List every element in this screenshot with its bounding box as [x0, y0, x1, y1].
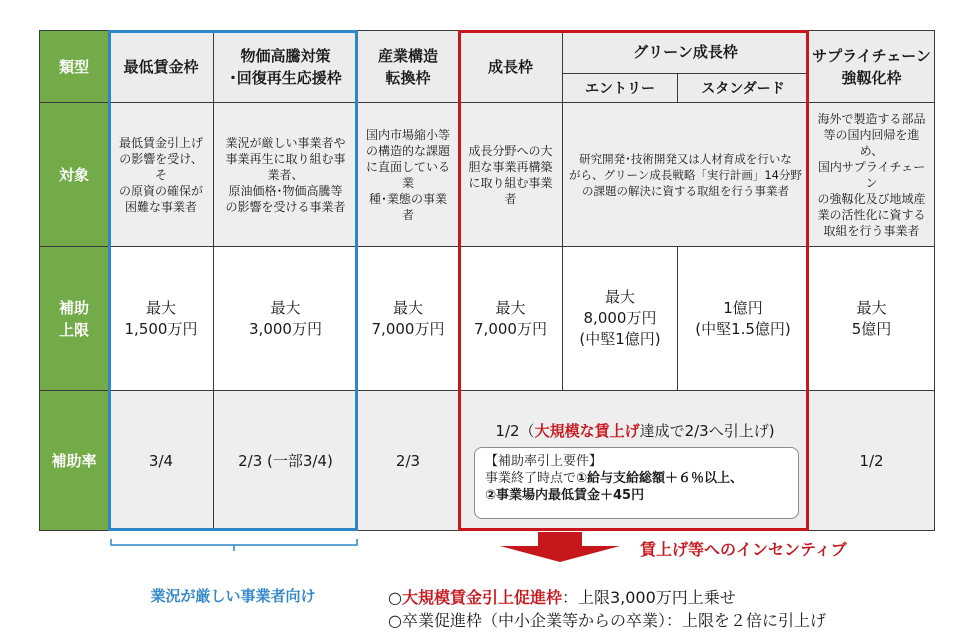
limit-text-line: 1億円: [723, 298, 763, 317]
requirement-wage-total: ①給与支給総額＋６％以上、: [576, 471, 744, 486]
severe-business-frame: [108, 30, 358, 531]
note-wage-promotion-detail: ：上限3,000万円上乗せ: [561, 588, 736, 607]
limit-text-line: 最大: [856, 298, 887, 317]
limit-text-line: 最大: [270, 298, 301, 317]
target-text-line: の課題の解決に資する取組を行う事業者: [582, 183, 789, 198]
header-price-surge-line2: ･回復再生応援枠: [229, 68, 342, 87]
header-green-growth: グリーン成長枠: [562, 30, 809, 74]
target-text-line: の影響を受け、そ: [119, 151, 203, 182]
target-text-line: 胆な事業再構築: [468, 159, 553, 174]
note-wage-promotion-name: 大規模賃金引上促進枠: [401, 588, 562, 607]
target-text-line: 国内市場縮小等: [365, 127, 450, 142]
limit-supply-chain: [808, 246, 935, 391]
limit-text-line: (中堅1億円): [579, 330, 661, 348]
target-supply-chain: [808, 102, 935, 247]
requirement-line2-prefix: 事業終了時点で: [485, 471, 577, 486]
row-label-limit-line1: 補助: [58, 298, 89, 317]
header-supply-line2: 強靱化枠: [841, 68, 902, 87]
growth-rate-text: [470, 420, 800, 441]
target-text-line: 者: [401, 207, 414, 222]
note-bullet: ○: [388, 588, 402, 607]
incentive-label: 賃上げ等へのインセンティブ: [640, 540, 847, 559]
rate-min-wage: 3/4: [108, 390, 214, 531]
header-price-surge-line1: 物価高騰対策: [240, 46, 331, 65]
limit-text-line: 最大: [392, 298, 423, 317]
rate-industry-conversion: 2/3: [357, 390, 459, 531]
target-text-line: 種･業態の事業: [368, 191, 447, 206]
severe-business-label: 業況が厳しい事業者向け: [150, 587, 316, 605]
target-text-line: 研究開発･技術開発又は人材育成を行いな: [579, 151, 792, 166]
header-green-entry: エントリー: [562, 73, 678, 103]
target-text-line: 等の国内回帰を進め、: [823, 127, 920, 158]
target-text-line: の影響を受ける事業者: [225, 199, 346, 214]
target-text-line: 事業再生に取り組む事: [225, 151, 346, 166]
growth-rate-prefix: 1/2（: [495, 422, 535, 440]
row-label-target: 対象: [39, 102, 109, 247]
header-supply-chain: [808, 30, 935, 103]
rate-requirement-box: [474, 447, 799, 519]
down-arrow-icon: [500, 532, 620, 562]
requirement-line3: [485, 487, 788, 504]
limit-text-line: (中堅1.5億円): [695, 319, 791, 338]
target-text-line: 最低賃金引上げ: [118, 135, 203, 150]
header-supply-line1: サプライチェーン: [812, 46, 931, 65]
limit-text-line: 5億円: [851, 319, 892, 338]
header-min-wage: 最低賃金枠: [108, 30, 214, 103]
target-text-line: 者: [504, 191, 517, 206]
row-label-rate: 補助率: [39, 390, 109, 531]
limit-text-line: 7,000万円: [474, 319, 547, 338]
rate-price-surge: 2/3 (一部3/4): [213, 390, 358, 531]
target-text-line: 原油価格･物価高騰等: [228, 183, 343, 198]
target-text-line: 業者、: [267, 167, 304, 182]
target-text-line: の構造的な課題: [365, 143, 450, 158]
target-text-line: 海外で製造する部品: [817, 111, 926, 126]
target-text-line: の原資の確保が: [118, 183, 203, 198]
target-text-line: 取組を行う事業者: [823, 223, 920, 238]
header-growth: 成長枠: [458, 30, 563, 103]
header-industry-conversion: [357, 30, 459, 103]
growth-rate-emphasis: 大規模な賃上げ: [534, 422, 640, 440]
target-text-line: に直面している業: [365, 159, 450, 190]
limit-industry-conversion: [357, 246, 459, 391]
target-text-line: がら、グリーン成長戦略「実行計画」14分野: [569, 167, 802, 182]
requirement-title: 【補助率引上要件】: [485, 454, 603, 469]
requirement-min-wage: ②事業場内最低賃金＋45円: [485, 488, 645, 503]
target-text-line: 業の活性化に資する: [817, 207, 926, 222]
limit-text-line: 最大: [145, 298, 176, 317]
bonus-notes: [388, 586, 826, 632]
header-industry-line1: 産業構造: [377, 46, 438, 65]
rate-supply-chain: 1/2: [808, 390, 935, 531]
limit-text-line: 最大: [604, 288, 635, 306]
growth-rate-suffix: 達成で2/3へ引上げ): [639, 422, 775, 440]
row-label-limit-line2: 上限: [58, 320, 89, 339]
header-green-standard: スタンダード: [677, 73, 809, 103]
target-industry-conversion: [357, 102, 459, 247]
limit-text-line: 最大: [495, 298, 526, 317]
limit-text-line: 1,500万円: [124, 319, 198, 338]
note-graduation: ○卒業促進枠（中小企業等からの卒業）：上限を２倍に引上げ: [388, 611, 826, 630]
header-type-label: 類型: [39, 30, 109, 103]
target-text-line: 困難な事業者: [124, 199, 197, 214]
header-industry-line2: 転換枠: [385, 68, 431, 87]
bracket-icon: [110, 538, 358, 552]
requirement-line2: [485, 470, 788, 487]
row-label-limit: [39, 246, 109, 391]
note-wage-promotion: [388, 586, 826, 609]
limit-text-line: 7,000万円: [371, 319, 445, 338]
limit-text-line: 3,000万円: [249, 319, 322, 338]
target-text-line: に取り組む事業: [468, 175, 553, 190]
target-text-line: 業況が厳しい事業者や: [225, 135, 346, 150]
limit-text-line: 8,000万円: [583, 309, 657, 327]
target-text-line: の強靱化及び地域産: [817, 191, 926, 206]
target-text-line: 成長分野への大: [468, 143, 553, 158]
target-text-line: 国内サプライチェーン: [817, 159, 926, 190]
